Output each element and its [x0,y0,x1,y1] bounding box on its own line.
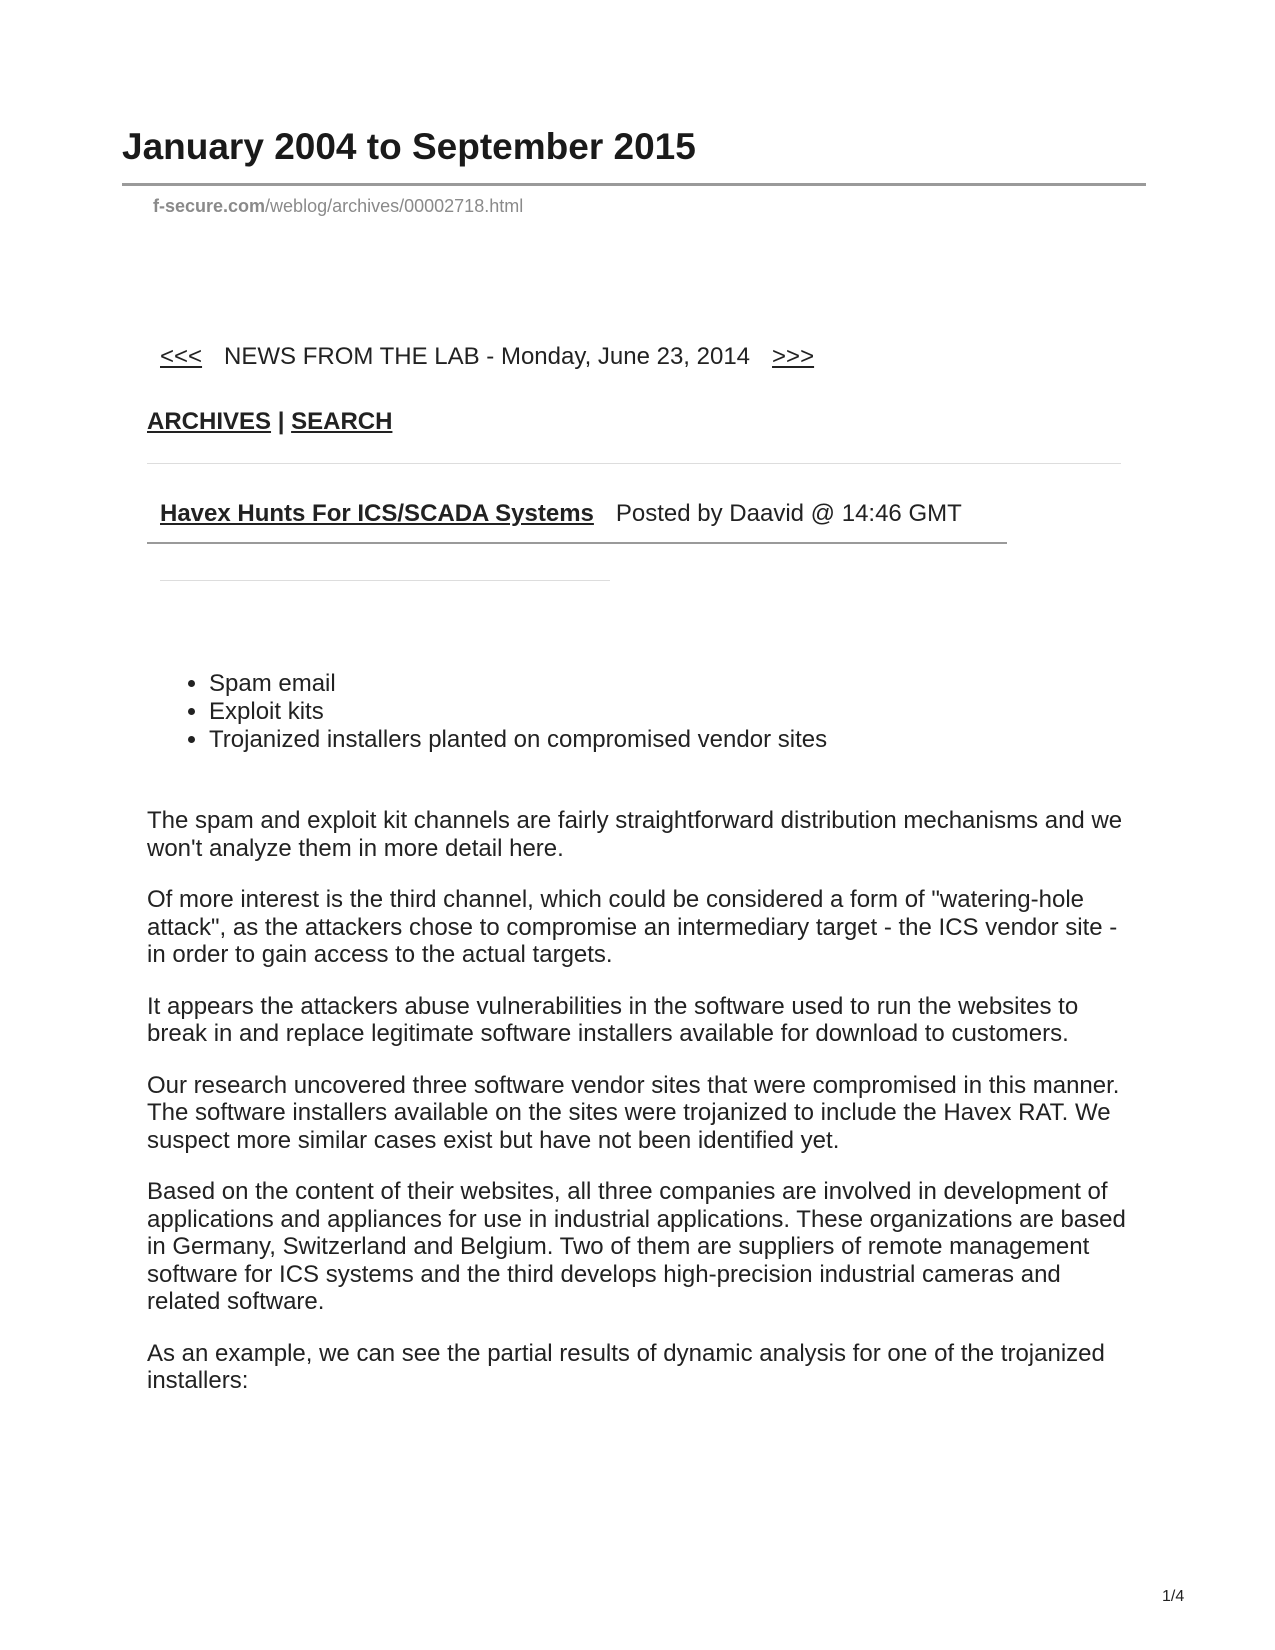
paragraph: As an example, we can see the partial results of dynamic analysis for one of the trojanized installers: [147,1339,1105,1394]
search-link[interactable]: SEARCH [291,408,393,435]
paragraph: Our research uncovered three software vendor sites that were compromised in this manner. The software installers available on the sites were trojanized to include the Havex RAT. We suspect more similar cases exist but have not been identified yet. [147,1071,1120,1154]
archive-links [147,408,392,437]
previous-post-link[interactable]: <<< [160,343,203,370]
post-body-divider [160,580,610,581]
list-item: • Exploit kits [209,698,827,726]
news-nav [160,343,814,372]
source-domain: f-secure.com [153,196,266,216]
section-divider [147,463,1121,464]
post-title-link[interactable]: Havex Hunts For ICS/SCADA Systems [160,500,594,527]
distribution-channel-list [182,670,827,754]
post-body [147,807,1127,1419]
post-header-divider [147,542,1007,544]
page-title: January 2004 to September 2015 [122,126,696,167]
page-number: 1/4 [1162,1588,1185,1605]
list-item: • Trojanized installers planted on compromised vendor sites [209,726,827,754]
list-item: • Spam email [209,670,827,698]
source-path: /weblog/archives/00002718.html [265,196,524,216]
source-url [153,196,523,218]
paragraph: Based on the content of their websites, all three companies are involved in development of applications and appliances for use in industrial applications. These organizations are based in Germany, Switzerland and Belgium. Two of them are suppliers of remote management software for ICS systems and the third develops high-precision industrial cameras and related software. [147,1178,1126,1315]
archives-link[interactable]: ARCHIVES [147,408,272,435]
post-header [160,500,962,529]
paragraph: Of more interest is the third channel, which could be considered a form of "watering-hole attack", as the attackers chose to compromise an intermediary target - the ICS vendor site - in order to gain access to the actual targets. [147,886,1118,968]
post-meta: Posted by Daavid @ 14:46 GMT [615,500,962,527]
paragraph: The spam and exploit kit channels are fairly straightforward distribution mechanisms and we won't analyze them in more detail here. [147,807,1123,862]
next-post-link[interactable]: >>> [772,343,815,370]
link-separator: | [277,408,285,435]
news-heading: NEWS FROM THE LAB - Monday, June 23, 2014 [224,343,751,370]
paragraph: It appears the attackers abuse vulnerabilities in the software used to run the websites to break in and replace legitimate software installers available for download to customers. [147,992,1079,1047]
title-divider [122,183,1146,186]
